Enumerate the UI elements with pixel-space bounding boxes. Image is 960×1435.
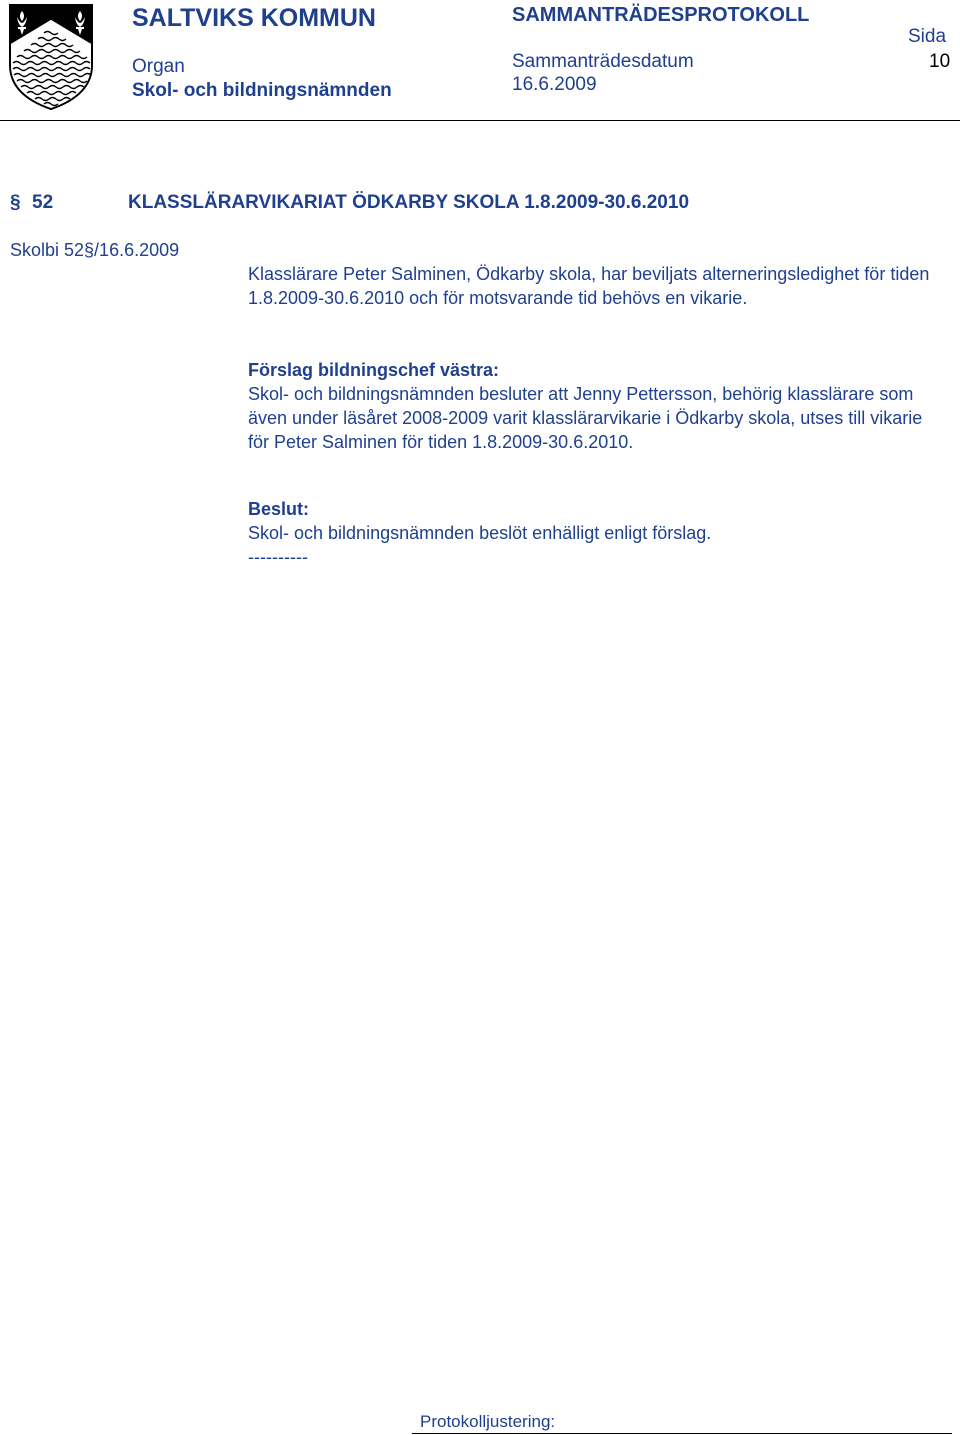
intro-paragraph	[248, 262, 948, 310]
decision-text: Skol- och bildningsnämnden beslöt enhälligt enligt förslag.	[248, 523, 712, 543]
document-type: SAMMANTRÄDESPROTOKOLL	[512, 4, 810, 26]
signature-label: Protokolljustering:	[420, 1412, 556, 1431]
decision-block	[248, 497, 948, 569]
organ-label: Organ	[132, 56, 185, 77]
meeting-date-label: Sammanträdesdatum	[512, 51, 694, 72]
municipality-name: SALTVIKS KOMMUN	[132, 4, 376, 32]
section-sign: §	[10, 192, 21, 213]
section-heading	[10, 192, 689, 214]
section-reference: Skolbi 52§/16.6.2009	[10, 240, 180, 260]
intro-text: Klasslärare Peter Salminen, Ödkarby skola, har beviljats alterneringsledighet för tiden 1.8.2009-30.6.2010 och för motsvarande tid behövs en vikarie.	[248, 264, 930, 308]
meeting-date-value: 16.6.2009	[512, 74, 597, 95]
header-divider	[0, 120, 960, 121]
end-separator: ----------	[248, 547, 308, 567]
decision-heading: Beslut:	[248, 499, 310, 519]
proposal-text: Skol- och bildningsnämnden besluter att Jenny Pettersson, behörig klasslärare som även under läsåret 2008-2009 varit klasslärarvikarie i Ödkarby skola, utses till vikarie för Peter Salminen för tiden 1.8.2009-30.6.2010.	[248, 384, 923, 452]
organ-value: Skol- och bildningsnämnden	[132, 80, 392, 101]
page-number: 10	[929, 51, 951, 72]
proposal-block	[248, 358, 948, 454]
section-title: KLASSLÄRARVIKARIAT ÖDKARBY SKOLA 1.8.2009-30.6.2010	[128, 192, 690, 213]
municipal-crest-icon	[8, 3, 94, 111]
proposal-heading: Förslag bildningschef västra:	[248, 360, 500, 380]
page-label: Sida	[908, 26, 947, 47]
section-number: 52	[32, 192, 54, 213]
